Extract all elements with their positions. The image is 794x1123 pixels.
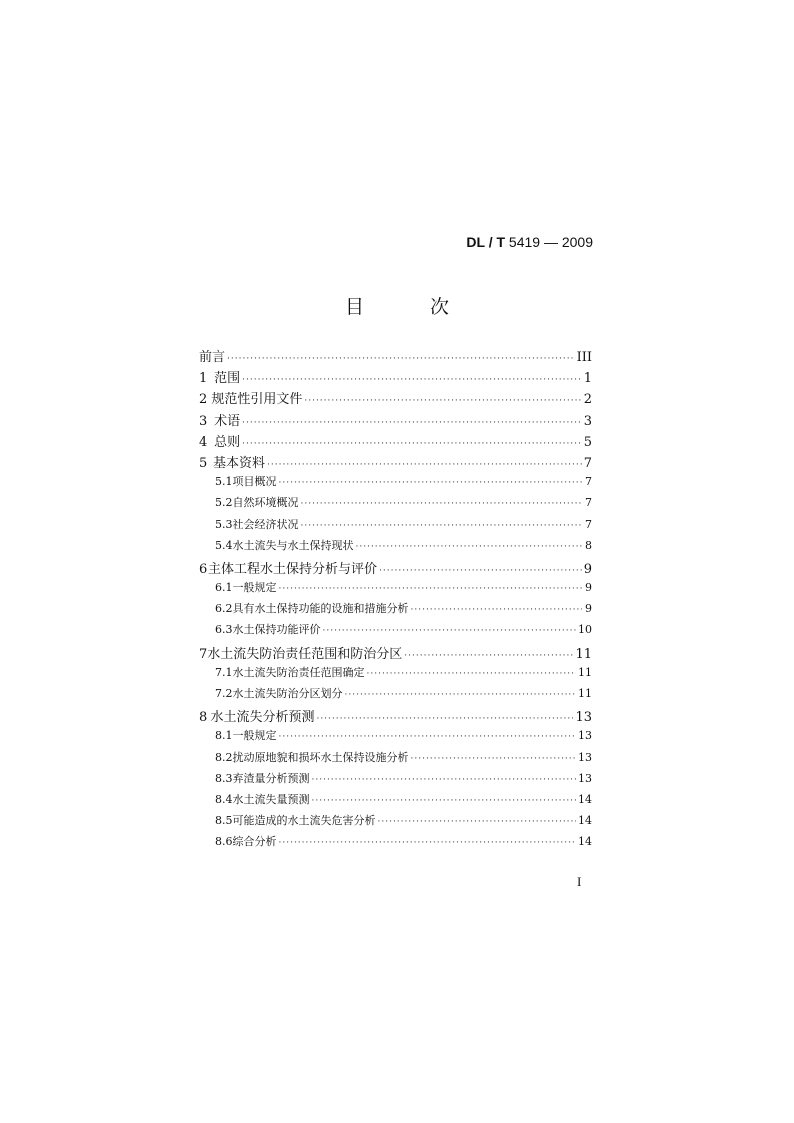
dot-leader (356, 542, 583, 552)
dot-leader (378, 817, 577, 827)
toc-entry-page: 11 (578, 687, 592, 700)
toc-entry-number: 5.3 (215, 517, 233, 531)
toc-entry-label: 术语 (214, 413, 241, 429)
toc-entry-page: 7 (585, 517, 592, 531)
toc-entry-number: 5.2 (215, 496, 233, 510)
toc-entry-number: 5.1 (215, 475, 233, 489)
toc-entry[interactable] (199, 833, 592, 854)
toc-entry-label: 水土流失量预测 (232, 792, 310, 806)
toc-entry-page: 11 (578, 665, 592, 679)
toc-entry[interactable] (199, 685, 592, 706)
toc-entry-label: 一般规定 (232, 581, 277, 595)
dot-leader (301, 521, 583, 531)
toc-entry-label: 水土流失防治分区划分 (232, 687, 343, 700)
toc-entry-number: 5 (199, 455, 208, 471)
toc-entry-page: 10 (578, 623, 592, 637)
dot-leader (367, 669, 577, 679)
table-of-contents (199, 346, 592, 855)
dot-leader (242, 375, 582, 385)
toc-entry-number: 8.1 (215, 729, 233, 743)
toc-entry-label: 水土流失防治责任范围确定 (232, 665, 365, 679)
toc-entry[interactable] (199, 367, 592, 388)
standard-number: 5419 — 2009 (508, 234, 593, 250)
toc-entry-number: 6.2 (215, 602, 233, 616)
toc-entry-page: 9 (583, 561, 592, 577)
toc-entry-label: 范围 (214, 371, 241, 387)
toc-entry-page: 7 (585, 475, 592, 489)
dot-leader (345, 690, 577, 700)
dot-leader (304, 396, 581, 406)
toc-entry-label: 规范性引用文件 (211, 392, 303, 408)
toc-entry[interactable] (199, 346, 592, 367)
toc-entry-number: 2 (199, 392, 208, 408)
toc-entry-label: 水土保持功能评价 (232, 623, 321, 637)
toc-entry-page: 14 (578, 814, 592, 828)
standard-prefix: DL / T (466, 234, 506, 250)
dot-leader (316, 714, 573, 724)
toc-entry[interactable] (199, 579, 592, 600)
toc-entry-number: 5.4 (215, 538, 233, 552)
toc-entry-page: 7 (583, 455, 592, 471)
toc-entry[interactable] (199, 643, 592, 664)
toc-entry[interactable] (199, 558, 592, 579)
dot-leader (411, 754, 577, 764)
toc-entry-number: 8.2 (215, 750, 233, 764)
toc-entry-number: 8.3 (215, 771, 233, 785)
toc-entry-number: 1 (199, 371, 208, 387)
toc-entry-page: 1 (583, 371, 592, 387)
toc-entry[interactable] (199, 727, 592, 748)
dot-leader (279, 478, 583, 488)
toc-entry[interactable] (199, 770, 592, 791)
toc-entry-label: 基本资料 (213, 455, 266, 471)
toc-entry-number: 8.5 (215, 814, 233, 828)
toc-entry-page: 13 (578, 771, 592, 785)
toc-entry[interactable] (199, 452, 592, 473)
toc-entry-page: 14 (578, 792, 592, 806)
toc-entry-page: 11 (575, 646, 592, 662)
dot-leader (312, 796, 577, 806)
toc-entry-page: 9 (585, 602, 592, 616)
dot-leader (279, 732, 577, 742)
toc-entry-label: 社会经济状况 (232, 517, 299, 531)
toc-entry[interactable] (199, 621, 592, 642)
dot-leader (379, 566, 582, 576)
toc-entry-page: 2 (583, 392, 592, 408)
toc-entry-label: 水土流失分析预测 (210, 710, 315, 726)
toc-entry[interactable] (199, 388, 592, 409)
toc-entry-number: 8.6 (215, 835, 233, 849)
toc-entry-page: 7 (585, 496, 592, 510)
toc-entry-label: 具有水土保持功能的设施和措施分析 (232, 602, 409, 616)
dot-leader (242, 439, 582, 449)
toc-entry-number: 8 (199, 710, 208, 726)
dot-leader (279, 584, 583, 594)
toc-entry[interactable] (199, 749, 592, 770)
toc-entry-number: 6 (199, 561, 208, 577)
dot-leader (227, 354, 575, 364)
toc-entry-number: 3 (199, 413, 208, 429)
toc-entry-number: 6.3 (215, 623, 233, 637)
toc-entry-number: 7.1 (215, 665, 233, 679)
toc-entry-number: 7.2 (215, 687, 233, 700)
page-number: I (577, 874, 582, 889)
toc-entry-number: 8.4 (215, 792, 233, 806)
toc-entry-page: III (576, 350, 592, 365)
toc-entry-page: 9 (585, 581, 592, 595)
toc-entry-page: 3 (583, 413, 592, 429)
toc-entry-label: 可能造成的水土流失危害分析 (232, 814, 376, 828)
toc-entry-label: 自然环境概况 (232, 496, 299, 510)
toc-entry[interactable] (199, 537, 592, 558)
dot-leader (404, 651, 573, 661)
toc-entry-label: 水土流失与水土保持现状 (232, 538, 354, 552)
page-title: 目 次 (344, 296, 480, 318)
toc-entry-label: 扰动原地貌和损坏水土保持设施分析 (232, 750, 409, 764)
standard-code (466, 234, 593, 250)
toc-entry-label: 主体工程水土保持分析与评价 (208, 561, 378, 577)
toc-entry[interactable] (199, 600, 592, 621)
toc-entry-label: 弃渣量分析预测 (232, 771, 310, 785)
toc-entry-label: 综合分析 (232, 835, 277, 849)
dot-leader (411, 605, 583, 615)
dot-leader (312, 775, 577, 785)
toc-entry-label: 水土流失防治责任范围和防治分区 (207, 646, 403, 662)
toc-entry[interactable] (199, 706, 592, 727)
toc-entry[interactable] (199, 431, 592, 452)
dot-leader (242, 418, 582, 428)
toc-entry-number: 4 (199, 434, 208, 450)
toc-entry-label: 项目概况 (232, 475, 277, 489)
dot-leader (267, 460, 582, 470)
toc-entry[interactable] (199, 516, 592, 537)
toc-entry-label: 前言 (199, 350, 226, 365)
toc-entry-page: 8 (585, 538, 592, 552)
toc-entry-page: 13 (578, 750, 592, 764)
toc-entry-page: 5 (583, 434, 592, 450)
toc-entry[interactable] (199, 410, 592, 431)
dot-leader (323, 626, 577, 636)
toc-entry-label: 总则 (214, 434, 241, 450)
toc-entry[interactable] (199, 664, 592, 685)
toc-entry-page: 14 (578, 835, 592, 849)
toc-entry[interactable] (199, 791, 592, 812)
toc-entry-number: 6.1 (215, 581, 233, 595)
dot-leader (301, 499, 583, 509)
toc-entry-page: 13 (575, 710, 592, 726)
toc-entry-page: 13 (578, 729, 592, 743)
dot-leader (279, 838, 577, 848)
toc-entry[interactable] (199, 494, 592, 515)
toc-entry[interactable] (199, 812, 592, 833)
toc-entry-number: 7 (199, 646, 208, 662)
toc-entry-label: 一般规定 (232, 729, 277, 743)
toc-entry[interactable] (199, 473, 592, 494)
